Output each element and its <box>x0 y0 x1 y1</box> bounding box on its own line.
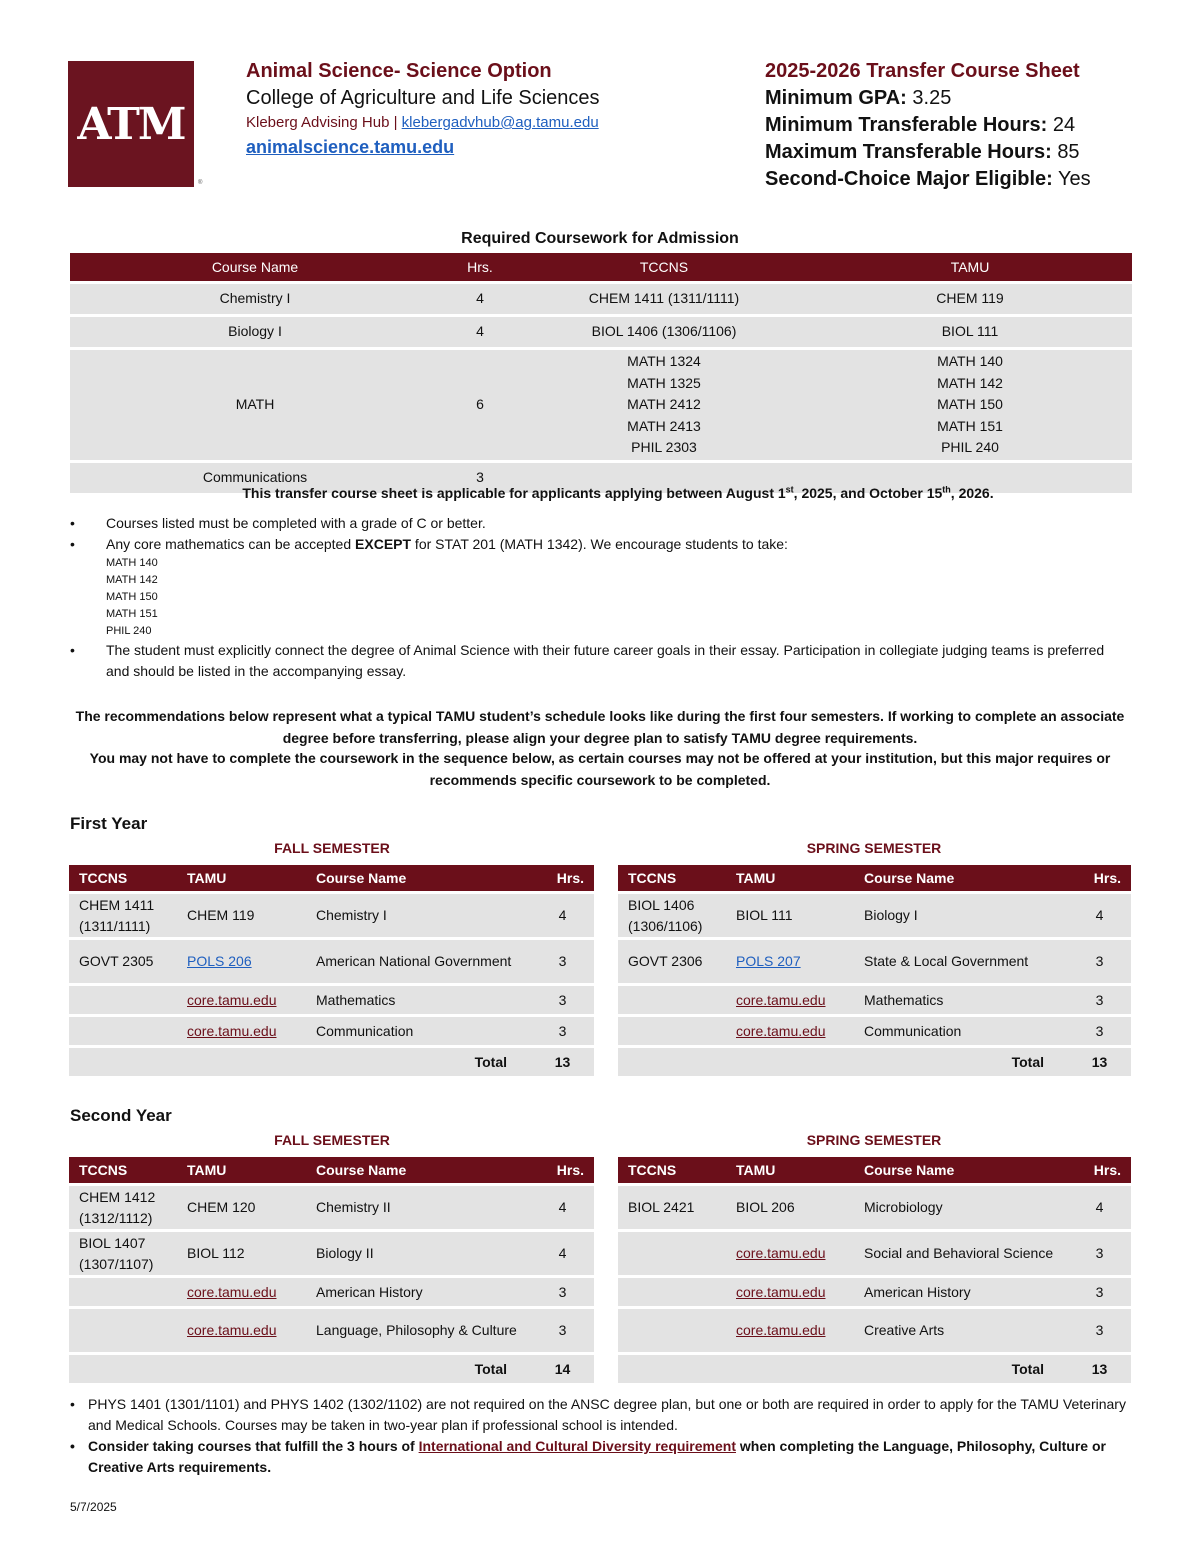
y2-spring-table: TCCNS TAMU Course Name Hrs. BIOL 2421 BIOL 206 Microbiology 4 core.tamu.edu Social and Behavioral Science 3 core.tamu.edu American History 3 core.tamu.edu Creative Arts 3 Total 13 <box>618 1154 1131 1386</box>
college-name: College of Agriculture and Life Sciences <box>246 87 600 109</box>
y1-fall-label: FALL SEMESTER <box>274 840 390 856</box>
table-row: Communications 3 <box>70 463 1132 493</box>
recommend-p2: You may not have to complete the coursework in the sequence below, as certain courses may not be offered at your institution, but this major requires or recommends specific coursework to be completed. <box>89 750 1111 788</box>
core-link[interactable]: core.tamu.edu <box>187 1022 277 1039</box>
note-essay: • The student must explicitly connect the degree of Animal Science with their future career goals in their essay. Participation in collegiate judging teams is preferred and should be listed in the accompanying essay. <box>70 640 1130 682</box>
table-row: core.tamu.edu Language, Philosophy & Culture 3 <box>69 1309 594 1352</box>
table-row: BIOL 1407 (1307/1107) BIOL 112 Biology II 4 <box>69 1232 594 1275</box>
pols-207-link[interactable]: POLS 207 <box>736 953 801 969</box>
table-row: core.tamu.edu Mathematics 3 <box>618 986 1131 1014</box>
y2-spring-label: SPRING SEMESTER <box>806 1132 942 1148</box>
core-link[interactable]: core.tamu.edu <box>736 991 826 1008</box>
advising-line <box>246 112 600 134</box>
diversity-requirement-link[interactable]: International and Cultural Diversity requirement <box>418 1438 736 1454</box>
table-row: core.tamu.edu Mathematics 3 <box>69 986 594 1014</box>
table-row: Biology I 4 BIOL 1406 (1306/1106) BIOL 111 <box>70 317 1132 347</box>
second-year-title: Second Year <box>70 1106 172 1125</box>
table-row: CHEM 1411 (1311/1111) CHEM 119 Chemistry I 4 <box>69 894 594 937</box>
pols-206-link[interactable]: POLS 206 <box>187 953 252 969</box>
core-link[interactable]: core.tamu.edu <box>187 991 277 1008</box>
note-math: • Any core mathematics can be accepted EXCEPT for STAT 201 (MATH 1342). We encourage students to take: <box>70 534 1130 555</box>
note-phys: • PHYS 1401 (1301/1101) and PHYS 1402 (1302/1102) are not required on the ANSC degree plan, but one or both are required in order to apply for the TAMU Veterinary and Medical Schools. Courses may be taken in two-year plan if professional school is intended. <box>70 1394 1140 1436</box>
advising-email-link[interactable]: klebergadvhub@ag.tamu.edu <box>401 114 599 131</box>
header-right <box>765 58 1091 193</box>
footer-notes <box>60 1394 1140 1478</box>
total-row: Total 13 <box>618 1355 1131 1383</box>
table-row: core.tamu.edu Social and Behavioral Science 3 <box>618 1232 1131 1275</box>
website-link[interactable]: animalscience.tamu.edu <box>246 137 455 157</box>
core-link[interactable]: core.tamu.edu <box>736 1283 826 1300</box>
registered-mark: ® <box>198 180 203 186</box>
applicability-note: This transfer course sheet is applicable for applicants applying between August 1st, 2025, and October 15th, 2026. <box>242 484 994 501</box>
table-row: CHEM 1412 (1312/1112) CHEM 120 Chemistry II 4 <box>69 1186 594 1229</box>
required-header-row: Course Name Hrs. TCCNS TAMU <box>70 253 1132 281</box>
recommend-p1: The recommendations below represent what a typical TAMU student’s schedule looks like during the first four semesters. If working to complete an associate degree before transferring, please align your degree plan to satisfy TAMU degree requirements. <box>75 708 1125 746</box>
y1-spring-label: SPRING SEMESTER <box>806 840 942 856</box>
core-link[interactable]: core.tamu.edu <box>736 1245 826 1261</box>
core-link[interactable]: core.tamu.edu <box>736 1022 826 1039</box>
header-left <box>246 58 600 160</box>
tamu-logo <box>68 61 194 187</box>
note-grade: • Courses listed must be completed with a grade of C or better. <box>70 513 1130 534</box>
required-table <box>70 250 1132 496</box>
min-gpa: Minimum GPA: 3.25 <box>765 87 952 109</box>
sheet-title: 2025-2026 Transfer Course Sheet <box>765 60 1080 82</box>
y2-fall-table: TCCNS TAMU Course Name Hrs. CHEM 1412 (1312/1112) CHEM 120 Chemistry II 4 BIOL 1407 (1307/1107) BIOL 112 Biology II 4 core.tamu.edu American History 3 core.tamu.edu Language, Philosophy & Culture 3 Total 14 <box>69 1154 594 1386</box>
table-row: core.tamu.edu Communication 3 <box>69 1017 594 1045</box>
table-row: core.tamu.edu American History 3 <box>69 1278 594 1306</box>
table-row: core.tamu.edu American History 3 <box>618 1278 1131 1306</box>
program-title: Animal Science- Science Option <box>246 60 552 82</box>
table-row: BIOL 1406 (1306/1106) BIOL 111 Biology I 4 <box>618 894 1131 937</box>
total-row: Total 13 <box>618 1048 1131 1076</box>
y2-fall-label: FALL SEMESTER <box>274 1132 390 1148</box>
math-list: MATH 140 MATH 142 MATH 150 MATH 151 PHIL 240 <box>106 557 158 637</box>
table-row: core.tamu.edu Creative Arts 3 <box>618 1309 1131 1352</box>
table-row: GOVT 2305 POLS 206 American National Government 3 <box>69 940 594 983</box>
document-date: 5/7/2025 <box>70 1500 117 1514</box>
required-title: Required Coursework for Admission <box>461 230 739 247</box>
core-link[interactable]: core.tamu.edu <box>187 1283 277 1300</box>
table-row: GOVT 2306 POLS 207 State & Local Government 3 <box>618 940 1131 983</box>
second-choice: Second-Choice Major Eligible: Yes <box>765 168 1091 190</box>
y1-fall-table: TCCNS TAMU Course Name Hrs. CHEM 1411 (1311/1111) CHEM 119 Chemistry I 4 GOVT 2305 POLS 206 American National Government 3 core.tamu.edu Mathematics 3 core.tamu.edu Communication 3 Total 13 <box>69 862 594 1079</box>
table-row: core.tamu.edu Communication 3 <box>618 1017 1131 1045</box>
logo-mark: ATM <box>77 98 185 150</box>
min-hours: Minimum Transferable Hours: 24 <box>765 114 1076 136</box>
note-diversity: • Consider taking courses that fulfill the 3 hours of International and Cultural Diversity requirement when completing the Language, Philosophy, Culture or Creative Arts requirements. <box>70 1436 1140 1478</box>
core-link[interactable]: core.tamu.edu <box>736 1322 826 1338</box>
y1-spring-table: TCCNS TAMU Course Name Hrs. BIOL 1406 (1306/1106) BIOL 111 Biology I 4 GOVT 2306 POLS 207 State & Local Government 3 core.tamu.edu Mathematics 3 core.tamu.edu Communication 3 Total 13 <box>618 862 1131 1079</box>
advising-label: Kleberg Advising Hub | <box>246 114 402 131</box>
total-row: Total 13 <box>69 1048 594 1076</box>
core-link[interactable]: core.tamu.edu <box>187 1322 277 1338</box>
table-row: BIOL 2421 BIOL 206 Microbiology 4 <box>618 1186 1131 1229</box>
total-row: Total 14 <box>69 1355 594 1383</box>
max-hours: Maximum Transferable Hours: 85 <box>765 141 1080 163</box>
first-year-title: First Year <box>70 814 148 833</box>
notes-section <box>70 513 1130 682</box>
table-row: Chemistry I 4 CHEM 1411 (1311/1111) CHEM 119 <box>70 284 1132 314</box>
table-row: MATH 6 MATH 1324 MATH 1325 MATH 2412 MATH 2413 PHIL 2303 MATH 140 MATH 142 MATH 150 MATH 151 PHIL 240 <box>70 350 1132 460</box>
